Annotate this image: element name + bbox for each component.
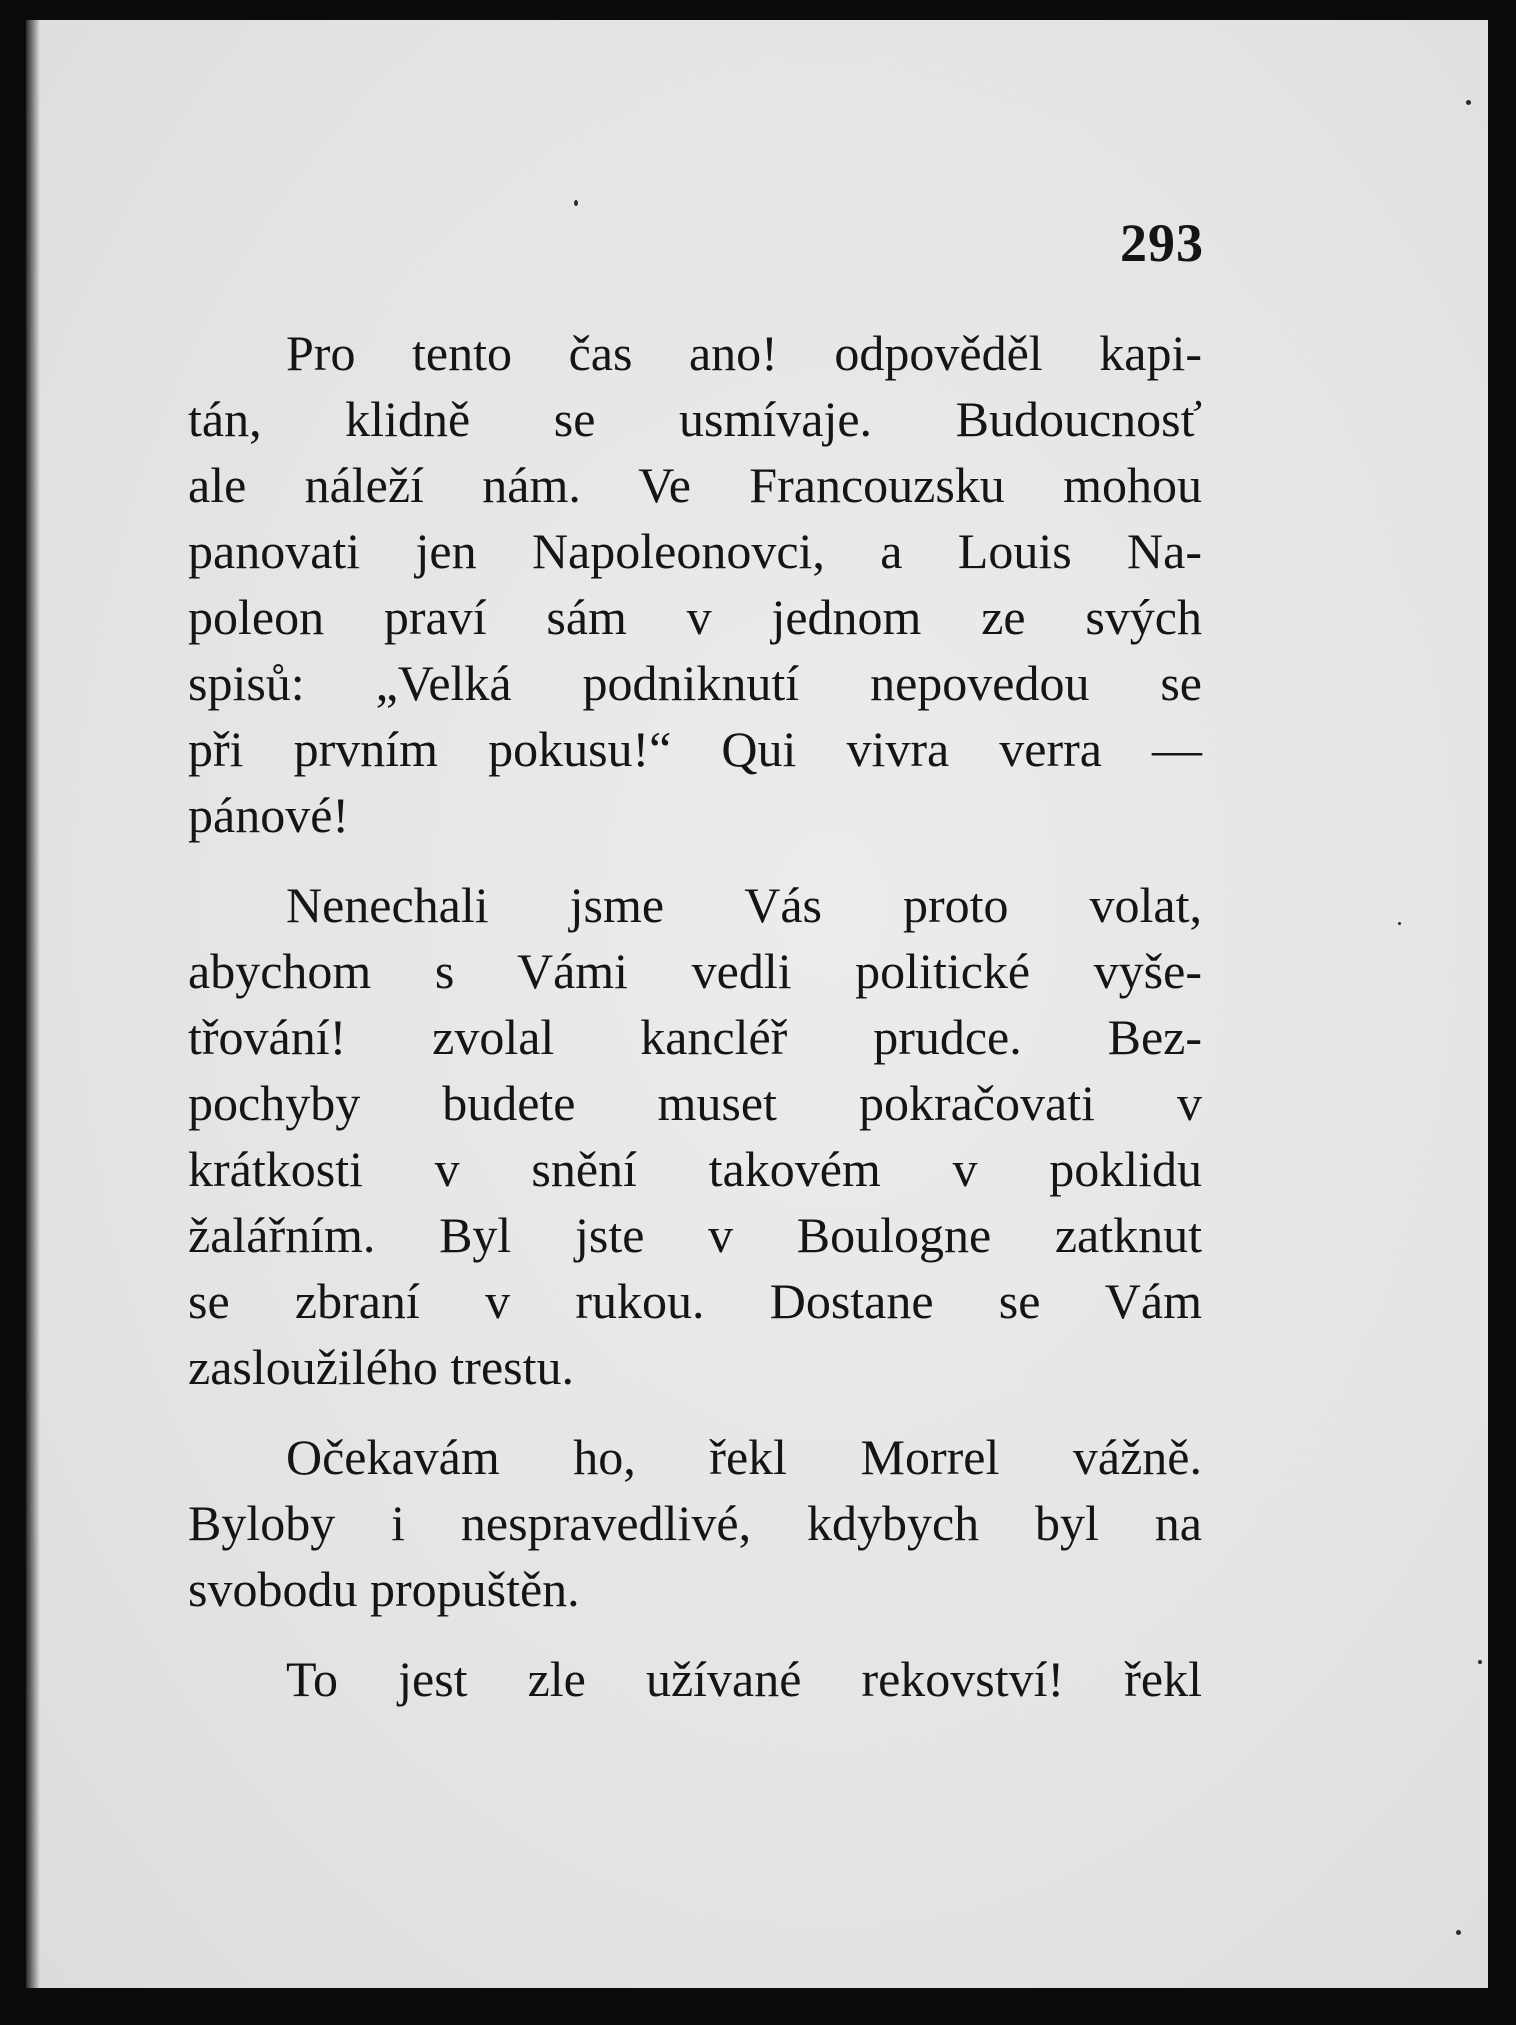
paragraph-4 bbox=[188, 1646, 1202, 1712]
scan-speck bbox=[1398, 922, 1401, 925]
text-line: při prvním pokusu!“ Qui vivra verra — bbox=[188, 721, 1202, 777]
text-line: pánové! bbox=[188, 787, 350, 843]
text-line: abychom s Vámi vedli politické vyše- bbox=[188, 943, 1202, 999]
text-line: Pro tento čas ano! odpověděl kapi- bbox=[286, 325, 1202, 381]
text-line: zasloužilého trestu. bbox=[188, 1339, 574, 1395]
page-number: 293 bbox=[1120, 213, 1204, 273]
text-line: poleon praví sám v jednom ze svých bbox=[188, 589, 1202, 645]
text-line: To jest zle užívané rekovství! řekl bbox=[286, 1651, 1202, 1707]
text-line: třování! zvolal kancléř prudce. Bez- bbox=[188, 1009, 1202, 1065]
text-line: Očekavám ho, řekl Morrel vážně. bbox=[286, 1429, 1202, 1485]
paragraph-2 bbox=[188, 872, 1202, 1400]
binding-shadow bbox=[26, 20, 40, 1988]
text-line: pochyby budete muset pokračovati v bbox=[188, 1075, 1202, 1131]
text-line: tán, klidně se usmívaje. Budoucnosť bbox=[188, 391, 1202, 447]
text-line: Byloby i nespravedlivé, kdybych byl na bbox=[188, 1495, 1202, 1551]
text-line: Nenechali jsme Vás proto volat, bbox=[286, 877, 1202, 933]
body-text bbox=[188, 320, 1202, 1712]
text-line: se zbraní v rukou. Dostane se Vám bbox=[188, 1273, 1202, 1329]
text-line: svobodu propuštěn. bbox=[188, 1561, 580, 1617]
scan-speck bbox=[574, 200, 578, 206]
scan-speck bbox=[1466, 100, 1471, 105]
book-page bbox=[26, 20, 1488, 1988]
text-line: ale náleží nám. Ve Francouzsku mohou bbox=[188, 457, 1202, 513]
paragraph-1 bbox=[188, 320, 1202, 848]
scan-speck bbox=[1478, 1660, 1482, 1664]
text-line: panovati jen Napoleonovci, a Louis Na- bbox=[188, 523, 1202, 579]
paragraph-3 bbox=[188, 1424, 1202, 1622]
text-line: žalářním. Byl jste v Boulogne zatknut bbox=[188, 1207, 1202, 1263]
text-line: krátkosti v snění takovém v poklidu bbox=[188, 1141, 1202, 1197]
text-line: spisů: „Velká podniknutí nepovedou se bbox=[188, 655, 1202, 711]
scan-speck bbox=[1456, 1930, 1461, 1935]
